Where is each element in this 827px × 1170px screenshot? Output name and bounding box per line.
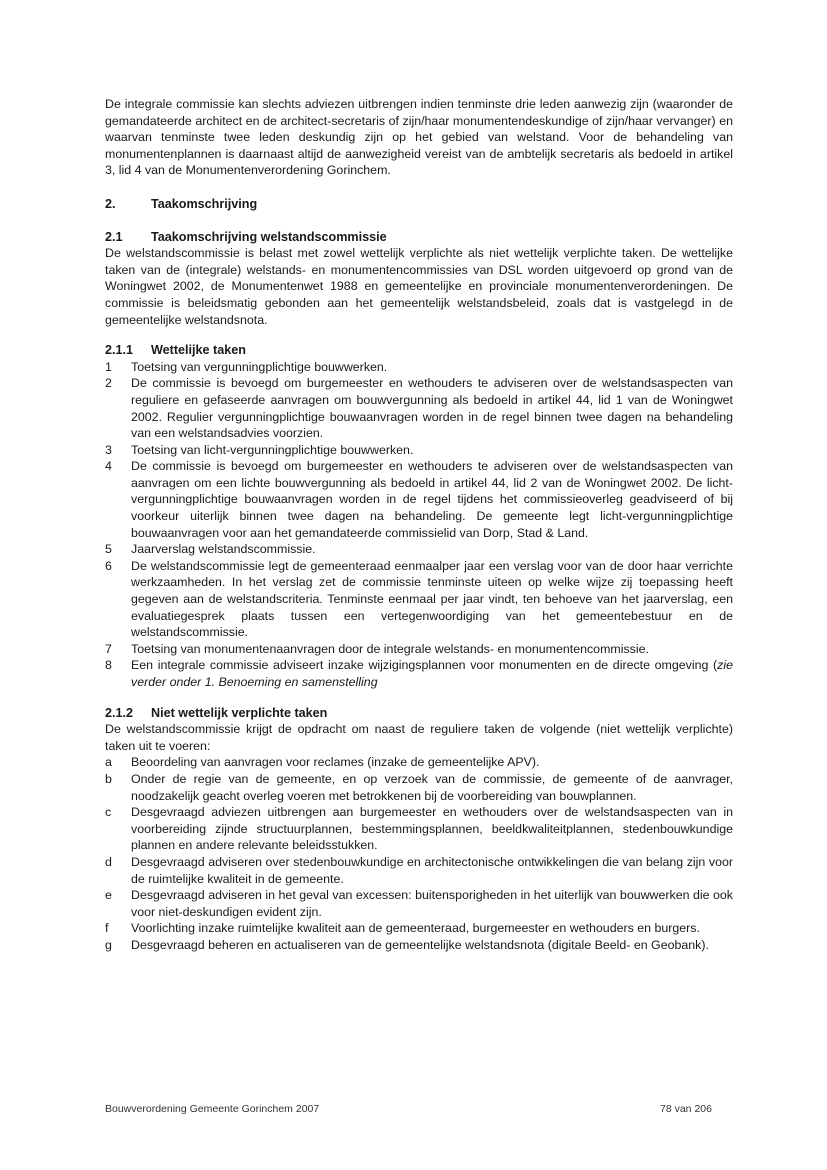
list-text: De welstandscommissie legt de gemeenteraad eenmaalper jaar een verslag voor van de door haar verrichte werkzaamheden. In het verslag zet de commissie tenminste uiteen op welke wijze zij toepassing heeft gegeven aan de welstandscriteria. Tenminste eenmaal per jaar vindt, ten behoeve van het jaarverslag, een evaluatiegesprek plaats tussen een vertegenwoordiging van het gemeentebestuur en de welstandscommissie. bbox=[131, 558, 733, 640]
list-text: De commissie is bevoegd om burgemeester en wethouders te adviseren over de welstandsaspecten van reguliere en gefaseerde aanvragen om bouwvergunning als bedoeld in artikel 44, lid 1 van de Woningwet 2002. Regulier vergunningplichtige bouwaanvragen worden in de regel binnen twee dagen na behandeling van een welstandsadvies voorzien. bbox=[131, 376, 733, 441]
list-marker: d bbox=[105, 854, 112, 869]
list-marker: 4 bbox=[105, 459, 112, 474]
footer-page-number: 78 van 206 bbox=[660, 1103, 712, 1115]
section-title: Niet wettelijk verplichte taken bbox=[151, 705, 328, 720]
section-heading-2-1 bbox=[105, 229, 733, 246]
list-text: Beoordeling van aanvragen voor reclames (inzake de gemeentelijke APV). bbox=[131, 755, 540, 770]
list-item bbox=[105, 442, 733, 459]
footer-document-title: Bouwverordening Gemeente Gorinchem 2007 bbox=[105, 1103, 320, 1115]
list-item bbox=[105, 887, 733, 920]
list-item bbox=[105, 920, 733, 937]
section-title: Taakomschrijving welstandscommissie bbox=[151, 229, 387, 244]
section-heading-2-1-1 bbox=[105, 342, 733, 359]
list-item bbox=[105, 641, 733, 658]
section-2-1-2-body: De welstandscommissie krijgt de opdracht om naast de reguliere taken de volgende (niet wettelijk verplichte) taken uit te voeren: bbox=[105, 722, 733, 753]
list-marker: a bbox=[105, 755, 112, 770]
list-text-italic-reference: zie verder onder 1. Benoeming en samenstelling bbox=[131, 658, 733, 689]
list-item bbox=[105, 804, 733, 854]
list-marker: 8 bbox=[105, 658, 112, 673]
list-text: Desgevraagd beheren en actualiseren van de gemeentelijke welstandsnota (digitale Beeld- en Geobank). bbox=[131, 937, 709, 952]
list-item bbox=[105, 541, 733, 558]
list-item bbox=[105, 375, 733, 441]
list-marker: g bbox=[105, 937, 112, 952]
list-marker: 2 bbox=[105, 376, 112, 391]
section-2-1-body: De welstandscommissie is belast met zowel wettelijk verplichte als niet wettelijk verplichte taken. De wettelijke taken van de (integrale) welstands- en monumentencommissies van DSL worden uitgevoerd op grond van de Woningwet 2002, de Monumentenwet 1988 en gemeentelijke en provinciale monumentenverordeningen. De commissie is beleidsmatig gebonden aan het gemeentelijk welstandsbeleid, zoals dat is vastgelegd in de gemeentelijke welstandsnota. bbox=[105, 246, 733, 327]
document-page bbox=[105, 96, 733, 954]
section-title: Taakomschrijving bbox=[151, 196, 258, 211]
section-heading-2-1-2 bbox=[105, 705, 733, 722]
list-text: Toetsing van licht-vergunningplichtige bouwwerken. bbox=[131, 442, 414, 457]
section-number: 2.1.1 bbox=[105, 343, 134, 358]
list-item bbox=[105, 458, 733, 541]
list-text: Desgevraagd adviseren in het geval van excessen: buitensporigheden in het uiterlijk van bouwwerken die ook voor niet-deskundigen evident zijn. bbox=[131, 888, 733, 919]
list-item bbox=[105, 754, 733, 771]
list-text: Toetsing van monumentenaanvragen door de integrale welstands- en monumentencommissie. bbox=[131, 641, 649, 656]
list-item bbox=[105, 937, 733, 954]
statutory-tasks-list bbox=[105, 359, 733, 691]
list-marker: 5 bbox=[105, 542, 112, 557]
list-item bbox=[105, 657, 733, 690]
section-number: 2.1.2 bbox=[105, 705, 134, 720]
list-marker: 3 bbox=[105, 442, 112, 457]
list-item bbox=[105, 359, 733, 376]
list-marker: b bbox=[105, 771, 112, 786]
list-text: Desgevraagd adviseren over stedenbouwkundige en architectonische ontwikkelingen die van belang zijn voor de ruimtelijke kwaliteit in de gemeente. bbox=[131, 854, 733, 886]
list-marker: 6 bbox=[105, 558, 112, 573]
list-text-main: Een integrale commissie adviseert inzake wijzigingsplannen voor monumenten en de directe omgeving ( bbox=[131, 658, 718, 673]
list-text: Jaarverslag welstandscommissie. bbox=[131, 542, 316, 557]
list-text: Toetsing van vergunningplichtige bouwwerken. bbox=[131, 359, 388, 374]
list-item bbox=[105, 854, 733, 887]
list-marker: e bbox=[105, 888, 112, 903]
list-marker: 1 bbox=[105, 359, 112, 374]
section-title: Wettelijke taken bbox=[151, 343, 246, 358]
list-text: Desgevraagd adviezen uitbrengen aan burgemeester en wethouders over de welstandsaspecten van in voorbereiding zijnde structuurplannen, bestemmingsplannen, beeldkwaliteitplannen, stedenbouwkundige plannen en andere relevante beleidsstukken. bbox=[131, 805, 733, 853]
section-number: 2.1 bbox=[105, 229, 123, 244]
list-text: De commissie is bevoegd om burgemeester en wethouders te adviseren over de welstandsaspecten van aanvragen om een lichte bouwvergunning als bedoeld in artikel 44, lid 2 van de Woningwet 2002. De licht-vergunningplichtige bouwaanvragen worden in de regel tijdens het commissieoverleg geadviseerd of bij voorkeur uiterlijk binnen twee dagen na behandeling. De gemeente legt licht-vergunningplichtige bouwaanvragen voor aan het gemandateerde commissielid van Dorp, Stad & Land. bbox=[131, 459, 733, 540]
list-text bbox=[131, 657, 733, 690]
list-text: Onder de regie van de gemeente, en op verzoek van de commissie, de gemeente of de aanvrager, noodzakelijk geacht overleg voeren met betrokkenen bij de voorbereiding van bouwplannen. bbox=[131, 771, 733, 803]
section-heading-2 bbox=[105, 196, 733, 213]
section-number: 2. bbox=[105, 196, 116, 211]
list-item bbox=[105, 558, 733, 641]
list-marker: c bbox=[105, 805, 112, 820]
intro-paragraph: De integrale commissie kan slechts adviezen uitbrengen indien tenminste drie leden aanwezig zijn (waaronder de gemandateerde architect en de architect-secretaris of zijn/haar monumentendeskundige of zijn/haar vervanger) en waarvan tenminste twee leden deskundig zijn op het gebied van welstand. Voor de behandeling van monumentenplannen is daarnaast altijd de aanwezigheid vereist van de ambtelijk secretaris als bedoeld in artikel 3, lid 4 van de Monumentenverordening Gorinchem. bbox=[105, 97, 733, 178]
non-statutory-tasks-list bbox=[105, 754, 733, 953]
list-marker: 7 bbox=[105, 641, 112, 656]
list-marker: f bbox=[105, 921, 109, 936]
list-text: Voorlichting inzake ruimtelijke kwaliteit aan de gemeenteraad, burgemeester en wethouders en burgers. bbox=[131, 921, 700, 936]
list-item bbox=[105, 771, 733, 804]
